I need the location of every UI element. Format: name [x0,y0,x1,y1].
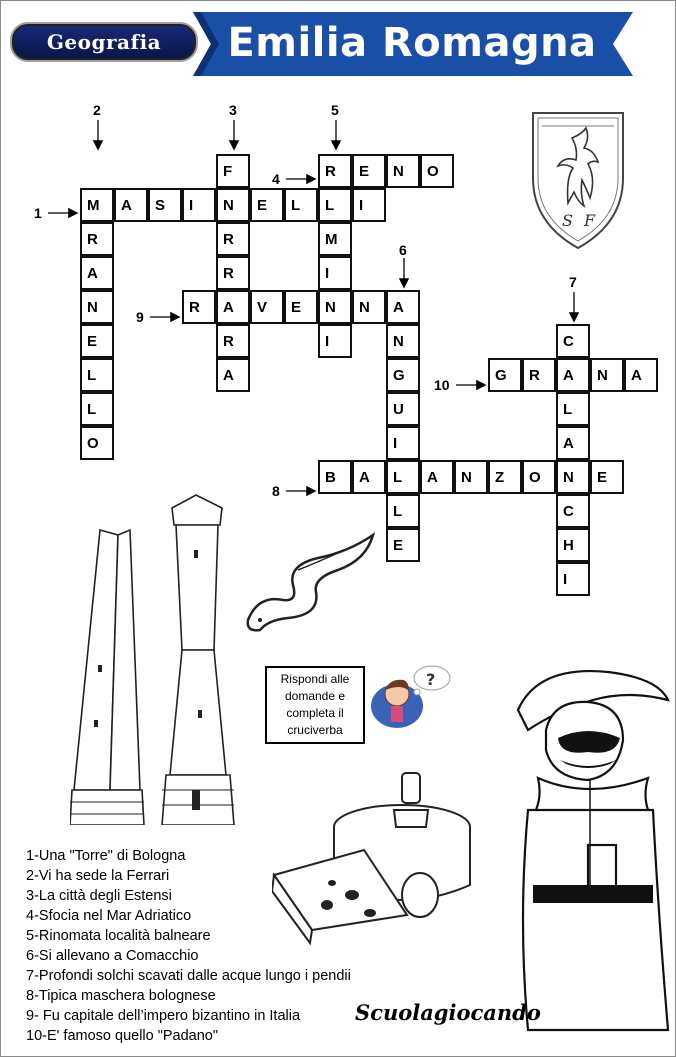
grid-letter: N [393,163,404,180]
grid-letter: L [87,401,97,418]
grid-letter: A [427,469,438,486]
grid-letter: G [495,367,507,384]
grid-letter: H [563,537,574,554]
grid-letter: N [597,367,608,384]
grid-letter: A [223,299,234,316]
grid-letter: E [359,163,370,180]
clue-item-2: 2-Vi ha sede la Ferrari [26,868,170,884]
clue-number-7: 7 [569,274,577,290]
grid-letter: A [631,367,642,384]
grid-letter: I [325,265,330,282]
grid-letter: N [359,299,370,316]
clue-item-4: 4-Sfocia nel Mar Adriatico [26,908,192,924]
grid-letter: R [325,163,336,180]
clue-item-8: 8-Tipica maschera bolognese [26,988,216,1004]
grid-letter: N [563,469,574,486]
clue-item-5: 5-Rinomata località balneare [26,928,211,944]
clue-number-5: 5 [331,102,339,118]
grid-letter: A [87,265,98,282]
grid-letter: G [393,367,405,384]
grid-letter: N [223,197,234,214]
grid-letter: R [223,333,234,350]
grid-letter: L [563,401,573,418]
balanzone-mask-illustration [498,660,673,1045]
clue-item-9: 9- Fu capitale dell’impero bizantino in Italia [26,1008,301,1024]
grid-letter: E [597,469,608,486]
grid-letter: U [393,401,404,418]
grid-letter: R [223,231,234,248]
grid-letter: M [87,197,100,214]
svg-text:S: S [562,211,573,230]
grid-letter: S [155,197,166,214]
clue-number-3: 3 [229,102,237,118]
clue-list [26,846,351,1046]
page-title: Emilia Romagna [227,20,597,66]
clue-number-4: 4 [272,171,280,187]
grid-letter: L [291,197,301,214]
grid-letter: L [325,197,335,214]
grid-letter: L [393,469,403,486]
grid-letter: C [563,503,574,520]
clue-item-10: 10-E' famoso quello "Padano" [26,1028,219,1044]
grid-letter: N [393,333,404,350]
grid-letter: A [393,299,404,316]
clue-number-8: 8 [272,483,280,499]
grid-letter: L [87,367,97,384]
grid-letter: A [563,367,574,384]
grid-letter: V [257,299,268,316]
clue-number-2: 2 [93,102,101,118]
grid-letter: O [529,469,541,486]
clue-item-3: 3-La città degli Estensi [26,888,172,904]
scuolagiocando-logo: Scuolagiocando [355,1000,541,1025]
clue-item-6: 6-Si allevano a Comacchio [26,948,199,964]
grid-letter: B [325,469,336,486]
grid-letter: E [393,537,404,554]
grid-letter: C [563,333,574,350]
grid-letter: E [87,333,98,350]
grid-letter: A [359,469,370,486]
grid-letter: I [189,197,194,214]
grid-letter: E [257,197,268,214]
clue-number-6: 6 [399,242,407,258]
grid-letter: A [223,367,234,384]
geografia-label: Geografia [46,30,162,54]
clue-number-10: 10 [434,377,450,393]
svg-text:F: F [584,211,596,230]
clue-number-9: 9 [136,309,144,325]
grid-letter: I [325,333,330,350]
grid-letter: M [325,231,338,248]
clue-item-7: 7-Profondi solchi scavati dalle acque lungo i pendii [26,968,351,984]
instruction-box: Rispondi alle domande e completa il cruciverba [265,666,365,744]
grid-letter: A [563,435,574,452]
grid-letter: N [325,299,336,316]
grid-letter: N [87,299,98,316]
grid-letter: F [223,163,233,180]
grid-letter: I [563,571,568,588]
grid-letter: I [359,197,364,214]
grid-letter: L [393,503,403,520]
ferrari-shield-icon [528,108,628,253]
grid-letter: R [189,299,200,316]
grid-letter: E [291,299,302,316]
grid-letter: O [427,163,439,180]
thinking-boy-icon [370,664,452,728]
grid-letter: O [87,435,99,452]
grid-letter: R [223,265,234,282]
grid-letter: I [393,435,398,452]
svg-text:?: ? [426,670,436,689]
grid-letter: Z [495,469,505,486]
grid-letter: R [87,231,98,248]
grid-letter: R [529,367,540,384]
clue-number-1: 1 [34,205,42,221]
clue-item-1: 1-Una "Torre" di Bologna [26,848,186,864]
eel-illustration [238,530,378,635]
bologna-towers-illustration [70,490,245,825]
grid-letter: A [121,197,132,214]
grid-letter: N [461,469,472,486]
